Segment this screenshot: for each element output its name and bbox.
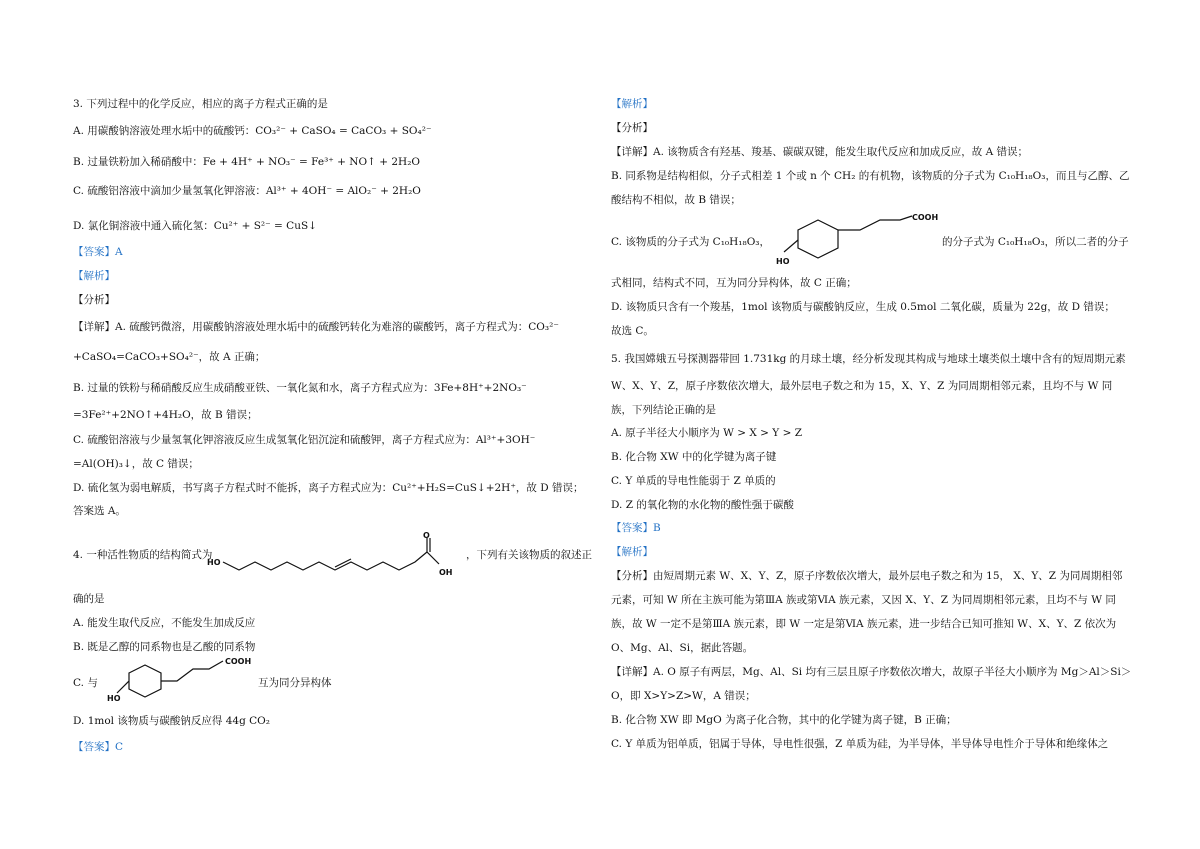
q4-stem-b: ，下列有关该物质的叙述正 — [466, 549, 592, 561]
q4-option-c-post: 互为同分异构体 — [258, 677, 332, 689]
q4-detail-c-post: 的分子式为 C₁₀H₁₈O₃，所以二者的分子 — [942, 236, 1129, 248]
q4-detail-1: 【详解】A. 该物质含有羟基、羧基、碳碳双键，能发生取代反应和加成反应，故 A 错误； — [611, 146, 1029, 158]
q5-stem-2: W、X、Y、Z，原子序数依次增大，最外层电子数之和为 15，X、Y、Z 为同周期相邻元素，且均不与 W 同 — [611, 380, 1113, 392]
q5-detail-3: B. 化合物 XW 即 MgO 为离子化合物，其中的化学键为离子键，B 正确； — [611, 714, 957, 726]
q4-c-structure — [105, 655, 265, 705]
q5-option-a: A. 原子半径大小顺序为 W > X > Y > Z — [611, 427, 803, 439]
q4-option-c-pre: C. 与 — [73, 677, 98, 689]
struct-c-ho-label: HO — [107, 694, 121, 703]
q5-detail-2: O，即 X>Y>Z>W，A 错误； — [611, 690, 756, 702]
r-structure — [770, 212, 970, 268]
q5-fenxi-2: 元素，可知 W 所在主族可能为第ⅢA 族或第ⅥA 族元素，又因 X、Y、Z 为同周期相邻元素，且均不与 W 同 — [611, 594, 1116, 606]
q3-detail-5: C. 硫酸铝溶液与少量氢氧化钾溶液反应生成氢氧化铝沉淀和硫酸钾，离子方程式应为：Al³⁺+3OH⁻ — [73, 434, 536, 446]
q5-stem-1: 5. 我国嫦娥五号探测器带回 1.731kg 的月球土壤，经分析发现其构成与地球土壤类似土壤中含有的短周期元素 — [611, 353, 1126, 365]
q4-answer: 【答案】C — [73, 741, 124, 753]
q3-fenxi: 【分析】 — [73, 294, 115, 306]
q5-detail-1: 【详解】A. O 原子有两层，Mg、Al、Si 均有三层且原子序数依次增大，故原子半径大小顺序为 Mg＞Al＞Si＞ — [611, 666, 1132, 678]
q3-detail-6: =Al(OH)₃↓，故 C 错误； — [73, 458, 199, 470]
q5-option-b: B. 化合物 XW 中的化学键为离子键 — [611, 451, 777, 463]
q3-option-a: A. 用碳酸钠溶液处理水垢中的硫酸钙：CO₃²⁻ + CaSO₄ = CaCO₃ + SO₄²⁻ — [73, 125, 432, 137]
q4-jiexi: 【解析】 — [611, 98, 653, 110]
q4-fenxi: 【分析】 — [611, 122, 653, 134]
q3-detail-1: 【详解】A. 硫酸钙微溶，用碳酸钠溶液处理水垢中的硫酸钙转化为难溶的碳酸钙，离子方程式为：CO₃²⁻ — [73, 321, 559, 333]
q3-jiexi: 【解析】 — [73, 270, 115, 282]
q5-fenxi-3: 族，故 W 一定不是第ⅢA 族元素，即 W 一定是第ⅥA 族元素，进一步结合已知可推知 W、X、Y、Z 依次为 — [611, 618, 1117, 630]
q3-option-b: B. 过量铁粉加入稀硝酸中：Fe + 4H⁺ + NO₃⁻ = Fe³⁺ + NO↑ + 2H₂O — [73, 156, 421, 168]
q3-detail-8: 答案选 A。 — [73, 505, 126, 517]
q5-detail-4: C. Y 单质为铝单质，铝属于导体，导电性很强，Z 单质为硅，为半导体，半导体导电性介于导体和绝缘体之 — [611, 738, 1109, 750]
struct-ho-label: HO — [207, 558, 221, 567]
q3-answer: 【答案】A — [73, 246, 123, 258]
r-struct-ho-label: HO — [776, 257, 790, 266]
q3-option-c: C. 硫酸铝溶液中滴加少量氢氧化钾溶液：Al³⁺ + 4OH⁻ = AlO₂⁻ + 2H₂O — [73, 185, 421, 197]
q4-detail-5: 式相同，结构式不同，互为同分异构体，故 C 正确； — [611, 277, 857, 289]
struct-c-cooh-label: COOH — [225, 657, 252, 666]
q3-detail-4: =3Fe²⁺+2NO↑+4H₂O，故 B 错误； — [73, 409, 258, 421]
q5-stem-3: 族，下列结论正确的是 — [611, 404, 716, 416]
q5-fenxi-1: 【分析】由短周期元素 W、X、Y、Z，原子序数依次增大，最外层电子数之和为 15， X、Y、Z 为同周期相邻 — [611, 570, 1123, 582]
struct-oh-label: OH — [439, 568, 453, 577]
q3-detail-2: +CaSO₄=CaCO₃+SO₄²⁻，故 A 正确； — [73, 351, 266, 363]
q4-option-b: B. 既是乙醇的同系物也是乙酸的同系物 — [73, 641, 256, 653]
r-struct-cooh-label: COOH — [912, 213, 939, 222]
struct-o-label: O — [423, 531, 430, 540]
q4-detail-3: 酸结构不相似，故 B 错误； — [611, 194, 741, 206]
q3-detail-3: B. 过量的铁粉与稀硝酸反应生成硝酸亚铁、一氧化氮和水，离子方程式应为：3Fe+8H⁺+2NO₃⁻ — [73, 382, 527, 394]
q5-jiexi: 【解析】 — [611, 546, 653, 558]
q4-option-a: A. 能发生取代反应，不能发生加成反应 — [73, 617, 256, 629]
q4-detail-c-pre: C. 该物质的分子式为 C₁₀H₁₈O₃， — [611, 236, 771, 248]
q4-detail-2: B. 同系物是结构相似，分子式相差 1 个或 n 个 CH₂ 的有机物，该物质的分子式为 C₁₀H₁₈O₃，而且与乙醇、乙 — [611, 170, 1130, 182]
q4-stem-a: 4. 一种活性物质的结构简式为 — [73, 549, 213, 561]
q4-option-d: D. 1mol 该物质与碳酸钠反应得 44g CO₂ — [73, 715, 270, 727]
q3-option-d: D. 氯化铜溶液中通入硫化氢：Cu²⁺ + S²⁻ = CuS↓ — [73, 220, 317, 232]
q5-fenxi-4: O、Mg、Al、Si，据此答题。 — [611, 642, 754, 654]
q4-detail-6: D. 该物质只含有一个羧基，1mol 该物质与碳酸钠反应，生成 0.5mol 二氧化碳，质量为 22g，故 D 错误； — [611, 301, 1115, 313]
q3-stem: 3. 下列过程中的化学反应，相应的离子方程式正确的是 — [73, 98, 328, 110]
q5-answer: 【答案】B — [611, 522, 661, 534]
q4-structure-diagram — [205, 530, 465, 580]
q3-detail-7: D. 硫化氢为弱电解质，书写离子方程式时不能拆，离子方程式应为：Cu²⁺+H₂S=CuS↓+2H⁺，故 D 错误； — [73, 482, 584, 494]
q4-stem-c: 确的是 — [73, 593, 105, 605]
q5-option-d: D. Z 的氧化物的水化物的酸性强于碳酸 — [611, 499, 794, 511]
q5-option-c: C. Y 单质的导电性能弱于 Z 单质的 — [611, 475, 776, 487]
q4-detail-7: 故选 C。 — [611, 325, 654, 337]
